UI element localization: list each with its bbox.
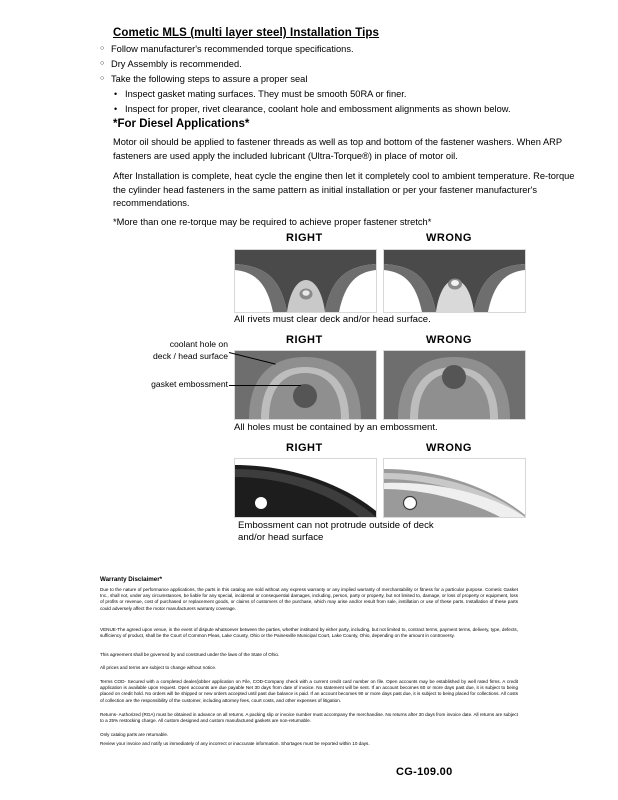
figure1-right-panel	[234, 249, 377, 313]
page-title: Cometic MLS (multi layer steel) Installation Tips	[113, 27, 380, 39]
hollow-bullet-icon: ○	[100, 75, 105, 82]
list-item-label: Inspect for proper, rivet clearance, coolant hole and embossment alignments as shown below.	[125, 104, 511, 114]
warranty-paragraph: Due to the nature of performance applications, the parts in this catalog are sold without any express warranty or any implied warranty of merchantability or fitness for a particular purpose. Cometic Gasket Inc., shall not, under any circumstances, be liable for any special, incidental or consequential damages, including, person, party or property, but not limited to, damage, or loss of property or equipment, loss of profits or revenue, cost of purchased or replacement goods, or claims of customers of the purchase, which may arise and/or result from sale, instillation or use of these parts. Installation of these parts could adversely affect the motor manufacturers warranty coverage.	[100, 587, 518, 611]
list-item-label: Inspect gasket mating surfaces. They must be smooth 50RA or finer.	[125, 89, 407, 99]
figure3-right-illustration	[235, 459, 376, 517]
figure2-wrong-illustration	[384, 351, 525, 419]
warranty-paragraph: This agreement shall be governed by and construed under the laws of the State of Ohio.	[100, 652, 280, 657]
figure2-caption: All holes must be contained by an embossment.	[234, 422, 438, 433]
diesel-heading: *For Diesel Applications*	[113, 118, 250, 130]
diesel-paragraph-2: After Installation is complete, heat cycle the engine then let it completely cool to ambient temperature. Re-torque the cylinder head fasteners in the same pattern as initial installation or per your fastener manufacturer's recommendations.	[113, 171, 575, 209]
list-item	[100, 57, 570, 71]
figure3-right-panel	[234, 458, 377, 518]
warranty-paragraph: All prices and terms are subject to change without notice.	[100, 665, 217, 670]
figure1-wrong-label: WRONG	[426, 232, 472, 244]
figure2-callout-coolant-hole: coolant hole on deck / head surface	[152, 339, 228, 361]
figure1-caption: All rivets must clear deck and/or head surface.	[234, 314, 431, 325]
list-item	[100, 42, 570, 56]
diesel-paragraph-3: *More than one re-torque may be required to achieve proper fastener stretch*	[113, 217, 432, 227]
figure1-right-label: RIGHT	[286, 232, 323, 244]
figure3-caption: Embossment can not protrude outside of deck and/or head surface	[238, 520, 434, 543]
figure1-wrong-illustration	[384, 250, 525, 312]
solid-bullet-icon: •	[114, 104, 118, 114]
figure2-wrong-panel	[383, 350, 526, 420]
hollow-bullet-icon: ○	[100, 60, 105, 67]
figure3-wrong-label: WRONG	[426, 442, 472, 454]
warranty-paragraph: Returns- Authorized (RGA) must be obtained in advance on all returns. A packing slip or invoice number must accompany the merchandise. No returns after 30 days from invoice date. All returns are subject to a 25% restocking charge. All custom designed and custom manufactured gaskets are non-returnable.	[100, 712, 518, 724]
list-item-label: Follow manufacturer's recommended torque specifications.	[111, 44, 354, 54]
diesel-paragraph-1: Motor oil should be applied to fastener threads as well as top and bottom of the fastener washers. When ARP fasteners are used apply the included lubricant (Ultra-Torque®) in place of motor oil.	[113, 137, 562, 161]
figure1-wrong-panel	[383, 249, 526, 313]
document-id: CG-109.00	[396, 766, 453, 778]
warranty-paragraph: Review your invoice and notify us immediately of any incorrect or inaccurate information. Shortages must be reported within 10 days.	[100, 741, 370, 746]
list-item	[100, 72, 570, 86]
figure3-right-label: RIGHT	[286, 442, 323, 454]
solid-bullet-icon: •	[114, 89, 118, 99]
list-item-label: Dry Assembly is recommended.	[111, 59, 242, 69]
figure3-wrong-illustration	[384, 459, 525, 517]
list-item	[114, 102, 570, 116]
figure3-wrong-panel	[383, 458, 526, 518]
warranty-title: Warranty Disclaimer*	[100, 576, 163, 583]
warranty-paragraph: Only catalog parts are returnable.	[100, 732, 169, 737]
warranty-paragraph: Terms COD- Secured with a completed dealer/jobber application on File, COD-Company check with a current credit card number on file. Open accounts may be established by well rated firms. A credit application is available upon request. Open accounts are due payable Net 30 days from date of invoice. No statement will be sent. If an account becomes 60 or more days past due, it is subject to being placed on credit hold. No orders will be shipped or new orders accepted until past due balance is paid. If an account becomes 90 or more days past due, it is subject to being placed for collections. All costs of collection are the responsibility of the customer, including attorney fees, court costs, and other expenses of litigation.	[100, 679, 518, 703]
figure1-right-illustration	[235, 250, 376, 312]
figure2-right-label: RIGHT	[286, 334, 323, 346]
figure2-wrong-label: WRONG	[426, 334, 472, 346]
list-item-label: Take the following steps to assure a proper seal	[111, 74, 308, 84]
figure2-callout-embossment: gasket embossment	[151, 379, 228, 389]
hollow-bullet-icon: ○	[100, 45, 105, 52]
warranty-paragraph: VENUE-The agreed upon venue, in the event of dispute whatsoever between the parties, whether instituted by either party, including, but not limited to, contract terms, payment terms, delivery, type, defects, sufficiency of product, shall be the Court of Common Pleas, Lake County, Ohio or the Painesville Municipal Court, Lake County, Ohio, depending on the amount in controversy.	[100, 627, 518, 639]
installation-tips-list	[100, 42, 570, 117]
callout-leader-line	[229, 385, 301, 386]
list-item	[114, 87, 570, 101]
